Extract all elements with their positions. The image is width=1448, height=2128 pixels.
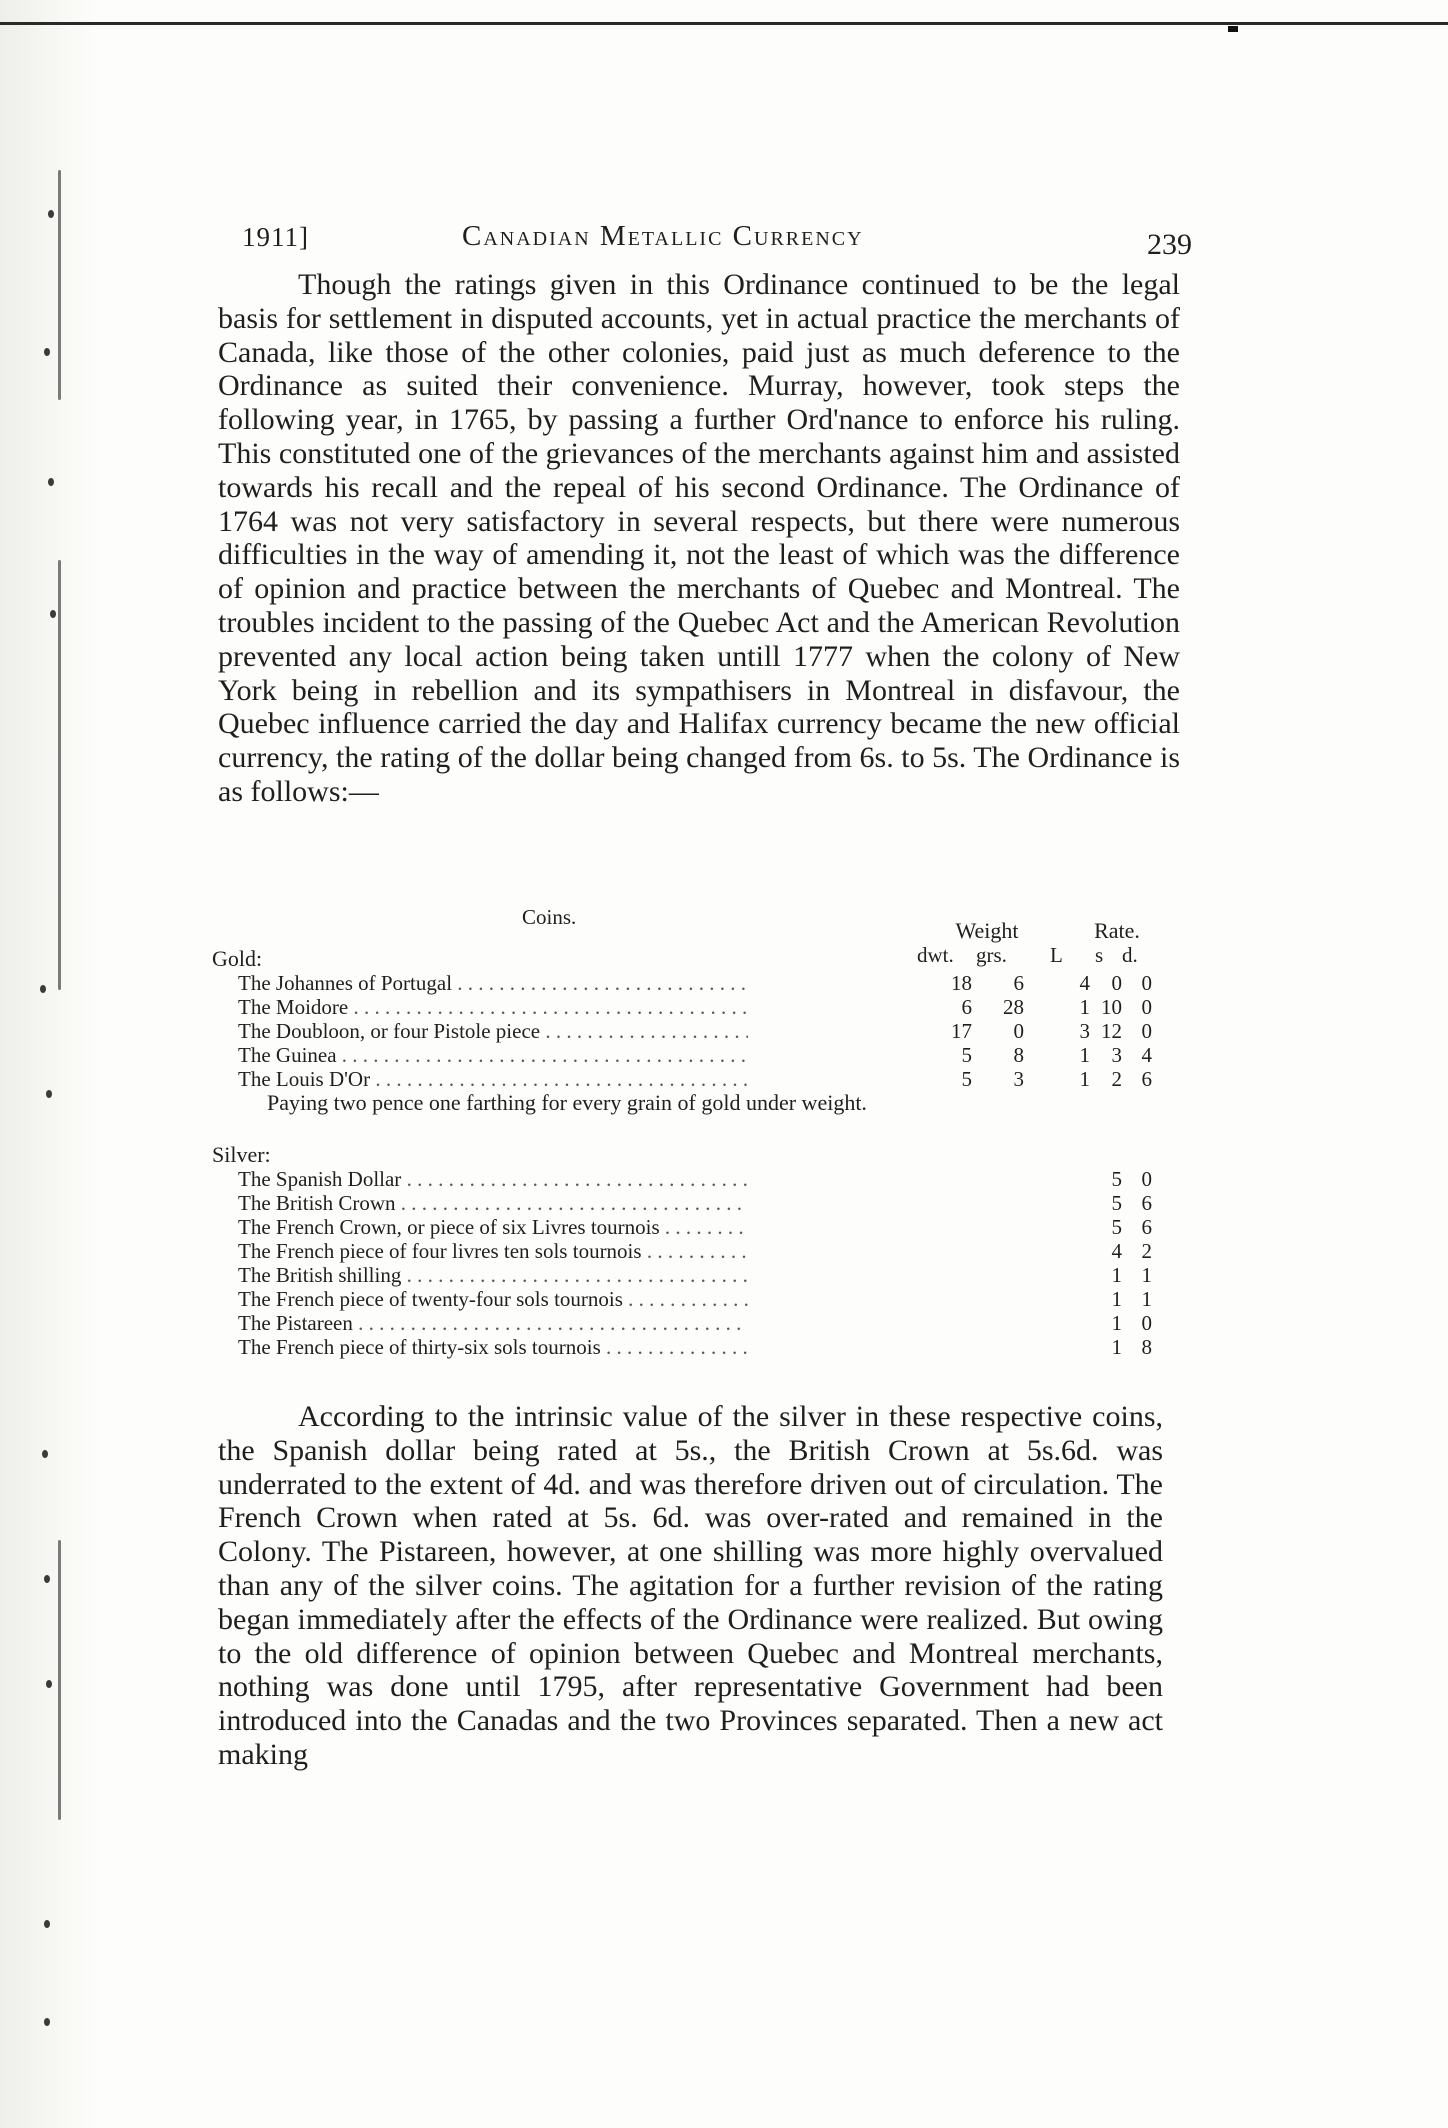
table-row bbox=[238, 1311, 1152, 1335]
coin-name: The Louis D'Or . . . bbox=[238, 1067, 748, 1092]
shillings-header: s bbox=[1095, 943, 1104, 967]
coin-name: The Moidore . . . bbox=[238, 995, 748, 1020]
coin-name: The British Crown . . . bbox=[238, 1191, 748, 1216]
binding-shadow bbox=[0, 0, 95, 2128]
binding-hole bbox=[42, 1450, 48, 1458]
table-row bbox=[238, 1335, 1152, 1359]
table-row bbox=[238, 1215, 1152, 1239]
pence-value: 0 bbox=[1141, 1311, 1152, 1335]
shillings-value: 1 bbox=[1111, 1311, 1122, 1335]
coin-name: The French piece of thirty-six sols tournois . . . bbox=[238, 1335, 748, 1360]
paragraph-2 bbox=[218, 1400, 1163, 1772]
table-row bbox=[238, 1263, 1152, 1287]
dwt-value: 17 bbox=[951, 1019, 972, 1043]
shillings-value: 3 bbox=[1111, 1043, 1122, 1067]
top-edge-mark bbox=[1228, 26, 1238, 32]
pounds-value: 3 bbox=[1079, 1019, 1090, 1043]
table-row bbox=[238, 1067, 1152, 1091]
pounds-value: 1 bbox=[1079, 995, 1090, 1019]
pounds-header: L bbox=[1050, 943, 1063, 967]
coin-name: The Johannes of Portugal . . . bbox=[238, 971, 748, 996]
weight-header: Weight bbox=[955, 918, 1019, 943]
grs-value: 8 bbox=[1013, 1043, 1024, 1067]
dwt-value: 5 bbox=[961, 1043, 972, 1067]
shillings-value: 5 bbox=[1111, 1167, 1122, 1191]
pence-value: 1 bbox=[1141, 1263, 1152, 1287]
paragraph-2-text: According to the intrinsic value of the silver in these respective coins, the Spanish dollar being rated at 5s., the British Crown at 5s.6d. was underrated to the extent of 4d. and was therefore driven out of circulation. The French Crown when rated at 5s. 6d. was over-rated and remained in the Colony. The Pistareen, however, at one shilling was more highly overvalued than any of the silver coins. The agitation for a further revision of the rating began immediately after the effects of the Ordinance were realized. But owing to the old difference of opinion between Quebec and Montreal merchants, nothing was done until 1795, after representative Government had been introduced into the Canadas and the two Provinces separated. Then a new act making bbox=[218, 1400, 1163, 1771]
binding-hole bbox=[44, 1920, 50, 1928]
pence-value: 0 bbox=[1141, 995, 1152, 1019]
binding-hole bbox=[46, 1680, 52, 1688]
table-row bbox=[238, 995, 1152, 1019]
shillings-value: 5 bbox=[1111, 1191, 1122, 1215]
binding-thread bbox=[58, 1540, 61, 1820]
pence-value: 0 bbox=[1141, 971, 1152, 995]
binding-hole bbox=[40, 985, 46, 993]
pence-value: 1 bbox=[1141, 1287, 1152, 1311]
shillings-value: 1 bbox=[1111, 1335, 1122, 1359]
pence-value: 4 bbox=[1141, 1043, 1152, 1067]
pence-value: 8 bbox=[1141, 1335, 1152, 1359]
gold-weight-note: Paying two pence one farthing for every grain of gold under weight. bbox=[267, 1090, 867, 1115]
dwt-value: 6 bbox=[961, 995, 972, 1019]
binding-hole bbox=[44, 2018, 50, 2026]
shillings-value: 4 bbox=[1111, 1239, 1122, 1263]
binding-hole bbox=[44, 348, 50, 356]
paragraph-1 bbox=[218, 268, 1180, 809]
table-row bbox=[238, 1191, 1152, 1215]
coin-name: The Guinea . . . bbox=[238, 1043, 748, 1068]
grs-header: grs. bbox=[976, 943, 1007, 967]
coin-name: The French piece of twenty-four sols tournois . . . bbox=[238, 1287, 748, 1312]
coin-name: The French piece of four livres ten sols tournois . . . bbox=[238, 1239, 748, 1264]
shillings-value: 12 bbox=[1101, 1019, 1122, 1043]
shillings-value: 1 bbox=[1111, 1263, 1122, 1287]
paragraph-1-text: Though the ratings given in this Ordinance continued to be the legal basis for settlement in disputed accounts, yet in actual practice the merchants of Canada, like those of the other colonies, paid just as much deference to the Ordinance as suited their convenience. Murray, however, took steps the following year, in 1765, by passing a further Ord'nance to enforce his ruling. This constituted one of the grievances of the merchants against him and assisted towards his recall and the repeal of his second Ordinance. The Ordinance of 1764 was not very satisfactory in several respects, but there were numerous difficulties in the way of amending it, not the least of which was the difference of opinion and practice between the merchants of Quebec and Montreal. The troubles incident to the passing of the Quebec Act and the American Revolution prevented any local action being taken untill 1777 when the colony of New York being in rebellion and its sympathisers in Montreal in disfavour, the Quebec influence carried the day and Halifax currency became the new official currency, the rating of the dollar being changed from 6s. to 5s. The Ordinance is as follows:— bbox=[218, 268, 1180, 808]
grs-value: 0 bbox=[1013, 1019, 1024, 1043]
pence-header: d. bbox=[1122, 943, 1138, 967]
shillings-value: 2 bbox=[1111, 1067, 1122, 1091]
table-row bbox=[238, 1167, 1152, 1191]
coin-name: The British shilling . . . bbox=[238, 1263, 748, 1288]
shillings-value: 5 bbox=[1111, 1215, 1122, 1239]
binding-hole bbox=[46, 1090, 52, 1098]
pounds-value: 4 bbox=[1079, 971, 1090, 995]
grs-value: 3 bbox=[1013, 1067, 1024, 1091]
pence-value: 6 bbox=[1141, 1215, 1152, 1239]
coin-name: The Pistareen . . . bbox=[238, 1311, 748, 1336]
binding-thread bbox=[58, 170, 61, 400]
shillings-value: 0 bbox=[1111, 971, 1122, 995]
grs-value: 28 bbox=[1003, 995, 1024, 1019]
binding-hole bbox=[44, 1575, 50, 1583]
rate-header: Rate. bbox=[1094, 918, 1140, 943]
shillings-value: 1 bbox=[1111, 1287, 1122, 1311]
table-row bbox=[238, 971, 1152, 995]
pence-value: 0 bbox=[1141, 1167, 1152, 1191]
page-number: 239 bbox=[1147, 228, 1192, 261]
grs-value: 6 bbox=[1013, 971, 1024, 995]
dwt-value: 18 bbox=[951, 971, 972, 995]
pence-value: 0 bbox=[1141, 1019, 1152, 1043]
pounds-value: 1 bbox=[1079, 1067, 1090, 1091]
dwt-header: dwt. bbox=[917, 943, 954, 967]
table-row bbox=[238, 1043, 1152, 1067]
coin-name: The French Crown, or piece of six Livres tournois . . . bbox=[238, 1215, 748, 1240]
silver-section-label: Silver: bbox=[212, 1142, 271, 1167]
binding-hole bbox=[48, 478, 54, 486]
shillings-value: 10 bbox=[1101, 995, 1122, 1019]
pence-value: 2 bbox=[1141, 1239, 1152, 1263]
coins-header: Coins. bbox=[522, 905, 577, 929]
binding-thread bbox=[58, 560, 61, 990]
header-year: 1911] bbox=[242, 222, 309, 252]
running-header bbox=[242, 218, 1192, 261]
dwt-value: 5 bbox=[961, 1067, 972, 1091]
coin-name: The Spanish Dollar . . . bbox=[238, 1167, 748, 1192]
binding-hole bbox=[50, 610, 56, 618]
gold-section-label: Gold: bbox=[212, 946, 263, 971]
pence-value: 6 bbox=[1141, 1191, 1152, 1215]
pounds-value: 1 bbox=[1079, 1043, 1090, 1067]
top-edge-line bbox=[0, 22, 1448, 25]
header-title: Canadian Metallic Currency bbox=[462, 220, 864, 252]
pence-value: 6 bbox=[1141, 1067, 1152, 1091]
binding-hole bbox=[48, 210, 54, 218]
coin-name: The Doubloon, or four Pistole piece . . . bbox=[238, 1019, 748, 1044]
table-row bbox=[238, 1019, 1152, 1043]
table-row bbox=[238, 1239, 1152, 1263]
table-row bbox=[238, 1287, 1152, 1311]
